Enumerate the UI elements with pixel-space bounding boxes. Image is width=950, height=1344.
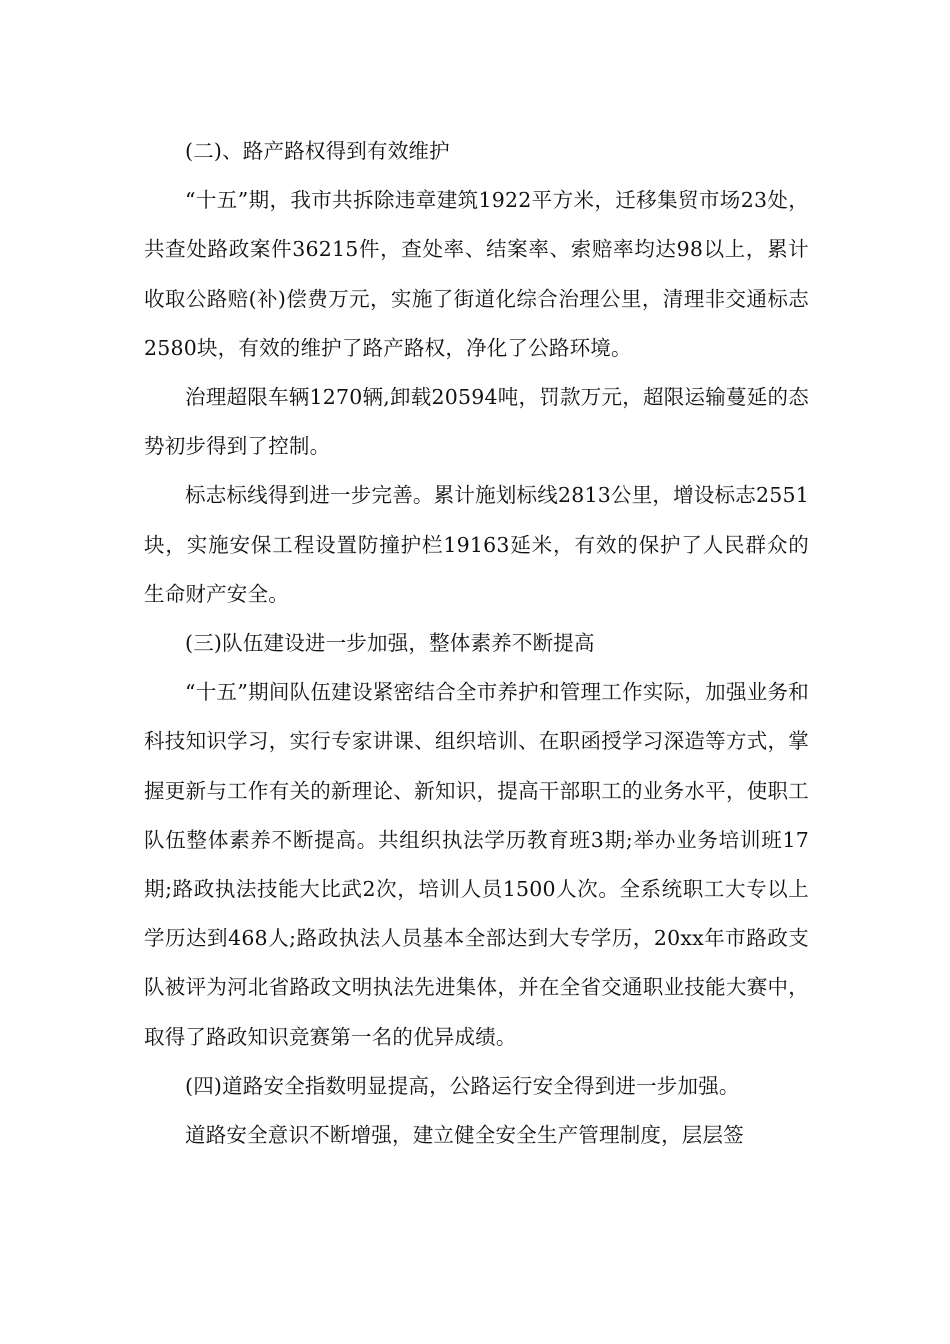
document-body (144, 127, 809, 1160)
paragraph-road-property-results: “十五”期，我市共拆除违章建筑1922平方米，迁移集贸市场23处，共查处路政案件36215件，查处率、结案率、索赔率均达98以上，累计收取公路赔(补)偿费万元，实施了街道化综合治理公里，清理非交通标志2580块，有效的维护了路产路权，净化了公路环境。 (144, 188, 809, 360)
section-heading-road-safety: (四)道路安全指数明显提高，公路运行安全得到进一步加强。 (185, 1073, 740, 1098)
paragraph-safety-awareness: 道路安全意识不断增强，建立健全安全生产管理制度，层层签 (185, 1123, 744, 1148)
paragraph-team-building: “十五”期间队伍建设紧密结合全市养护和管理工作实际，加强业务和科技知识学习，实行专家讲课、组织培训、在职函授学习深造等方式，掌握更新与工作有关的新理论、新知识，提高干部职工的业务水平，使职工队伍整体素养不断提高。共组织执法学历教育班3期;举办业务培训班17期;路政执法技能大比武2次，培训人员1500人次。全系统职工大专以上学历达到468人;路政执法人员基本全部达到大专学历，20xx年市路政支队被评为河北省路政文明执法先进集体，并在全省交通职业技能大赛中，取得了路政知识竞赛第一名的优异成绩。 (144, 680, 809, 1049)
section-heading-road-property: (二)、路产路权得到有效维护 (185, 139, 450, 163)
paragraph-overload-control: 治理超限车辆1270辆,卸载20594吨，罚款万元，超限运输蔓延的态势初步得到了控制。 (144, 385, 809, 459)
paragraph-signage-markings: 标志标线得到进一步完善。累计施划标线2813公里，增设标志2551块，实施安保工程设置防撞护栏19163延米，有效的保护了人民群众的生命财产安全。 (144, 483, 809, 606)
section-heading-team-building: (三)队伍建设进一步加强，整体素养不断提高 (185, 631, 595, 656)
